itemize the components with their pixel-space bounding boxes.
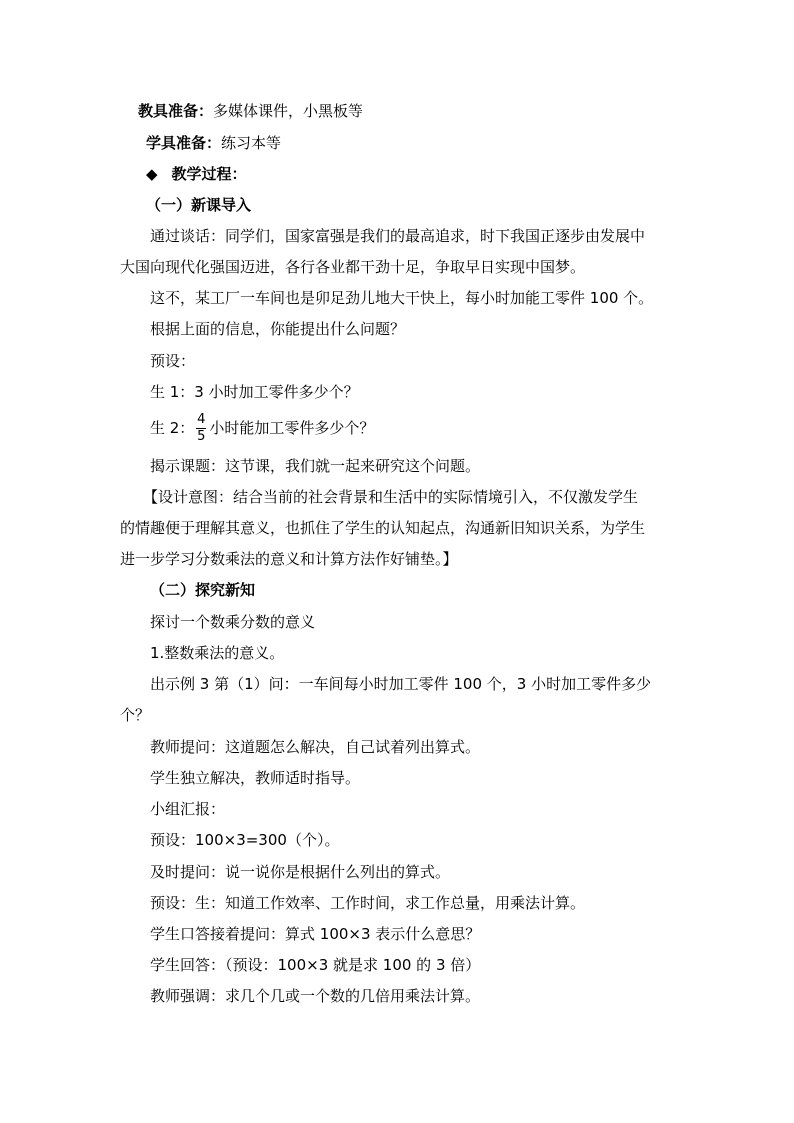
diamond-bullet-icon: ◆	[146, 165, 158, 183]
student-independent: 学生独立解决，教师适时指导。	[150, 769, 361, 787]
student2-suffix: 小时能加工零件多少个？	[209, 419, 375, 437]
student2-prefix: 生 2：	[150, 419, 195, 437]
design-intent-line2: 的情趣便于理解其意义，也抓住了学生的认知起点，沟通新旧知识关系，为学生	[120, 519, 646, 537]
fraction-numerator: 4	[197, 412, 206, 427]
timely-question: 及时提问：说一说你是根据什么列出的算式。	[150, 863, 451, 881]
student-tools-text: 练习本等	[221, 134, 282, 152]
student-tools-label: 学具准备：	[146, 134, 222, 152]
preset-answer: 预设：生：知道工作效率、工作时间，求工作总量，用乘法计算。	[150, 894, 586, 912]
explore-meaning: 探讨一个数乘分数的意义	[150, 613, 316, 631]
integer-multiplication-meaning: 1.整数乘法的意义。	[150, 644, 285, 662]
fraction-four-fifths	[196, 413, 206, 444]
design-intent-line1: 【设计意图：结合当前的社会背景和生活中的实际情境引入，不仅激发学生	[143, 488, 639, 506]
factory-paragraph: 这不，某工厂一车间也是卯足劲儿地大干快上，每小时加能工零件 100 个。	[150, 289, 654, 307]
teacher-tools-text: 多媒体课件，小黑板等	[213, 102, 364, 120]
group-report: 小组汇报：	[150, 800, 226, 818]
student1-question: 生 1：3 小时加工零件多少个？	[150, 383, 359, 401]
design-intent-line3: 进一步学习分数乘法的意义和计算方法作好铺垫。】	[120, 550, 458, 568]
section2-heading: （二）探究新知	[150, 581, 256, 599]
student-tools-line	[146, 133, 281, 153]
reveal-topic: 揭示课题：这节课，我们就一起来研究这个问题。	[150, 457, 481, 475]
preset-calculation: 预设：100×3=300（个）。	[150, 831, 340, 849]
teacher-tools-line	[138, 101, 363, 121]
question-prompt: 根据上面的信息，你能提出什么问题？	[150, 320, 406, 338]
intro-paragraph-line2: 大国向现代化强国迈进，各行各业都干劲十足，争取早日实现中国梦。	[120, 258, 586, 276]
teacher-tools-label: 教具准备：	[138, 102, 214, 120]
preset-label: 预设：	[150, 352, 196, 370]
fraction-denominator: 5	[197, 429, 206, 444]
student-answer: 学生回答：（预设：100×3 就是求 100 的 3 倍）	[150, 956, 481, 974]
teacher-emphasis: 教师强调：求几个几或一个数的几倍用乘法计算。	[150, 987, 481, 1005]
process-heading-line	[146, 164, 247, 184]
example3-line1: 出示例 3 第（1）问：一车间每小时加工零件 100 个，3 小时加工零件多少	[150, 675, 652, 693]
intro-paragraph-line1: 通过谈话：同学们，国家富强是我们的最高追求，时下我国正逐步由发展中	[150, 227, 646, 245]
student2-question	[150, 413, 374, 444]
section1-heading: （一）新课导入	[146, 196, 252, 214]
example3-line2: 个？	[120, 706, 151, 724]
follow-up-question: 学生口答接着提问：算式 100×3 表示什么意思？	[150, 925, 481, 943]
process-heading: 教学过程：	[171, 165, 247, 183]
teacher-question: 教师提问：这道题怎么解决，自己试着列出算式。	[150, 738, 481, 756]
